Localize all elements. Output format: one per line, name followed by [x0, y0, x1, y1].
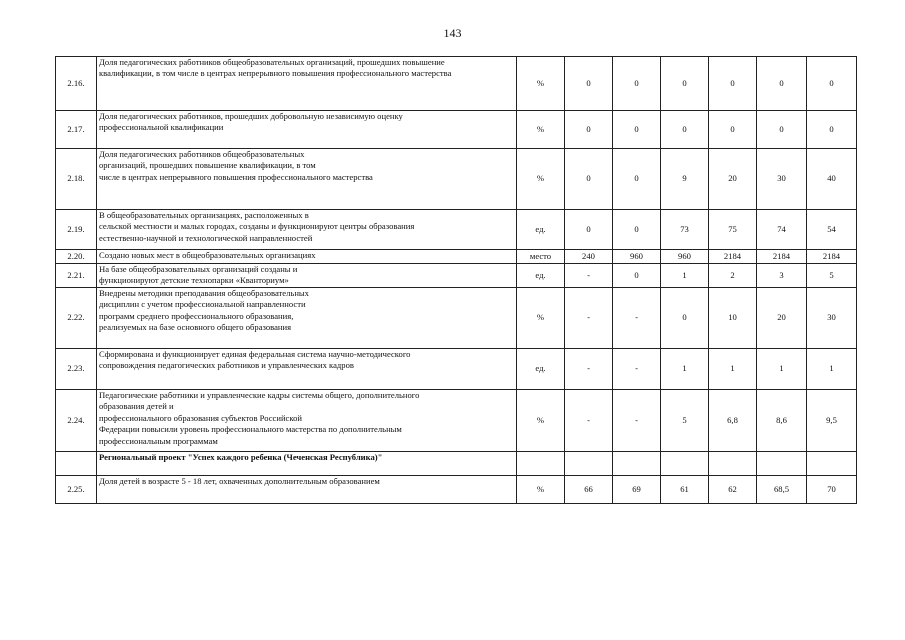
value-cell: 74 — [757, 210, 807, 250]
value-cell: 9,5 — [807, 390, 857, 452]
value-cell: 1 — [807, 349, 857, 390]
table-row — [56, 250, 857, 264]
empty-cell — [807, 452, 857, 476]
unit-cell: % — [517, 476, 565, 504]
indicator-name-line: профессиональным программам — [99, 435, 218, 446]
value-cell: 9 — [661, 149, 709, 210]
value-cell: 30 — [807, 288, 857, 349]
indicator-name-line: реализуемых на базе основного общего образования — [99, 322, 292, 333]
value-cell: 0 — [757, 111, 807, 149]
value-cell: 0 — [757, 57, 807, 111]
unit-cell: ед. — [517, 349, 565, 390]
value-cell: - — [613, 288, 661, 349]
value-cell: 0 — [807, 111, 857, 149]
row-number: 2.25. — [56, 476, 97, 504]
unit-cell: % — [517, 57, 565, 111]
value-cell: 30 — [757, 149, 807, 210]
value-cell: - — [613, 390, 661, 452]
indicator-name-line: Доля детей в возрасте 5 - 18 лет, охваченных дополнительным образованием — [99, 476, 380, 486]
indicator-name — [97, 288, 517, 349]
empty-cell — [661, 452, 709, 476]
indicator-name — [97, 264, 517, 288]
indicator-name-line: Сформирована и функционирует единая федеральная система научно-методического — [99, 349, 411, 359]
empty-cell — [757, 452, 807, 476]
indicator-name — [97, 210, 517, 250]
value-cell: - — [565, 390, 613, 452]
value-cell: 0 — [709, 57, 757, 111]
indicator-name — [97, 111, 517, 149]
table-row — [56, 390, 857, 452]
indicator-name-line: профессионального образования субъектов Российской — [99, 412, 303, 423]
value-cell: 0 — [661, 57, 709, 111]
value-cell: 2184 — [757, 250, 807, 264]
indicator-name-line: программ среднего профессионального образования, — [99, 310, 294, 321]
indicator-name-line: Педагогические работники и управленческие кадры системы общего, дополнительного — [99, 390, 420, 400]
value-cell: 0 — [565, 111, 613, 149]
value-cell: 1 — [757, 349, 807, 390]
row-number: 2.22. — [56, 288, 97, 349]
unit-cell: ед. — [517, 210, 565, 250]
value-cell: - — [565, 264, 613, 288]
value-cell: 68,5 — [757, 476, 807, 504]
unit-cell: место — [517, 250, 565, 264]
row-number: 2.23. — [56, 349, 97, 390]
indicator-name-line: образования детей и — [99, 401, 174, 412]
value-cell: 2184 — [709, 250, 757, 264]
value-cell: 0 — [661, 288, 709, 349]
empty-cell — [709, 452, 757, 476]
table-row — [56, 210, 857, 250]
value-cell: 2184 — [807, 250, 857, 264]
value-cell: 240 — [565, 250, 613, 264]
indicator-name-line: сопровождения педагогических работников и управленческих кадров — [99, 360, 354, 371]
indicator-name-line: На базе общеобразовательных организаций созданы и — [99, 264, 298, 274]
indicator-name-line: Доля педагогических работников, прошедших добровольную независимую оценку — [99, 111, 403, 121]
indicator-name — [97, 349, 517, 390]
indicator-name-line: профессиональной квалификации — [99, 122, 224, 133]
indicator-name-line: В общеобразовательных организациях, расположенных в — [99, 210, 309, 220]
value-cell: 73 — [661, 210, 709, 250]
value-cell: 0 — [565, 210, 613, 250]
row-number: 2.21. — [56, 264, 97, 288]
value-cell: 0 — [565, 149, 613, 210]
value-cell: 0 — [613, 111, 661, 149]
empty-cell — [565, 452, 613, 476]
unit-cell: % — [517, 288, 565, 349]
value-cell: 54 — [807, 210, 857, 250]
value-cell: 62 — [709, 476, 757, 504]
empty-cell — [613, 452, 661, 476]
value-cell: 70 — [807, 476, 857, 504]
indicator-name-line: квалификации, в том числе в центрах непрерывного повышения профессионального мастерства — [99, 68, 452, 79]
value-cell: 61 — [661, 476, 709, 504]
value-cell: 20 — [757, 288, 807, 349]
value-cell: 1 — [661, 264, 709, 288]
value-cell: 40 — [807, 149, 857, 210]
table-row — [56, 57, 857, 111]
indicator-name-line: естественно-научной и технологической направленностей — [99, 232, 313, 243]
value-cell: 0 — [613, 149, 661, 210]
value-cell: 20 — [709, 149, 757, 210]
table-row — [56, 264, 857, 288]
indicator-name — [97, 149, 517, 210]
indicators-table — [55, 56, 857, 504]
value-cell: 0 — [709, 111, 757, 149]
value-cell: 960 — [613, 250, 661, 264]
value-cell: 5 — [661, 390, 709, 452]
unit-cell: % — [517, 149, 565, 210]
section-row — [56, 452, 857, 476]
value-cell: 0 — [613, 57, 661, 111]
unit-cell: ед. — [517, 264, 565, 288]
unit-cell: % — [517, 111, 565, 149]
value-cell: 1 — [661, 349, 709, 390]
value-cell: 0 — [565, 57, 613, 111]
value-cell: 2 — [709, 264, 757, 288]
value-cell: 66 — [565, 476, 613, 504]
indicator-name-line: организаций, прошедших повышение квалификации, в том — [99, 160, 316, 171]
value-cell: 0 — [661, 111, 709, 149]
table-row — [56, 149, 857, 210]
table-row — [56, 111, 857, 149]
row-number: 2.19. — [56, 210, 97, 250]
value-cell: 960 — [661, 250, 709, 264]
page-number: 143 — [443, 26, 462, 40]
value-cell: - — [565, 349, 613, 390]
value-cell: 10 — [709, 288, 757, 349]
indicator-name — [97, 476, 517, 504]
row-number: 2.18. — [56, 149, 97, 210]
value-cell: 8,6 — [757, 390, 807, 452]
empty-cell — [56, 452, 97, 476]
table-row — [56, 349, 857, 390]
indicator-name-line: Доля педагогических работников общеобразовательных — [99, 149, 305, 159]
empty-cell — [517, 452, 565, 476]
indicator-name — [97, 390, 517, 452]
row-number: 2.20. — [56, 250, 97, 264]
indicator-name-line: сельской местности и малых городах, созданы и функционируют центры образования — [99, 221, 415, 232]
indicator-name-line: Федерации повысили уровень профессионального мастерства по дополнительным — [99, 424, 402, 435]
value-cell: 0 — [613, 210, 661, 250]
indicator-name-line: дисциплин с учетом профессиональной направленности — [99, 299, 306, 310]
table-row — [56, 288, 857, 349]
indicator-name-line: Создано новых мест в общеобразовательных организациях — [99, 250, 316, 260]
indicator-name — [97, 57, 517, 111]
value-cell: 0 — [613, 264, 661, 288]
unit-cell: % — [517, 390, 565, 452]
value-cell: 3 — [757, 264, 807, 288]
indicator-name-line: функционируют детские технопарки «Кванториум» — [99, 275, 289, 286]
indicator-name-line: числе в центрах непрерывного повышения профессионального мастерства — [99, 171, 373, 182]
value-cell: - — [565, 288, 613, 349]
value-cell: 75 — [709, 210, 757, 250]
section-title: Региональный проект "Успех каждого ребенка (Чеченская Республика)" — [97, 452, 517, 476]
indicator-name-line: Внедрены методики преподавания общеобразовательных — [99, 288, 309, 298]
row-number: 2.17. — [56, 111, 97, 149]
value-cell: 6,8 — [709, 390, 757, 452]
indicator-name — [97, 250, 517, 264]
value-cell: 1 — [709, 349, 757, 390]
indicator-name-line: Доля педагогических работников общеобразовательных организаций, прошедших повышение — [99, 57, 445, 67]
row-number: 2.16. — [56, 57, 97, 111]
table-row — [56, 476, 857, 504]
value-cell: 0 — [807, 57, 857, 111]
value-cell: - — [613, 349, 661, 390]
value-cell: 5 — [807, 264, 857, 288]
value-cell: 69 — [613, 476, 661, 504]
row-number: 2.24. — [56, 390, 97, 452]
